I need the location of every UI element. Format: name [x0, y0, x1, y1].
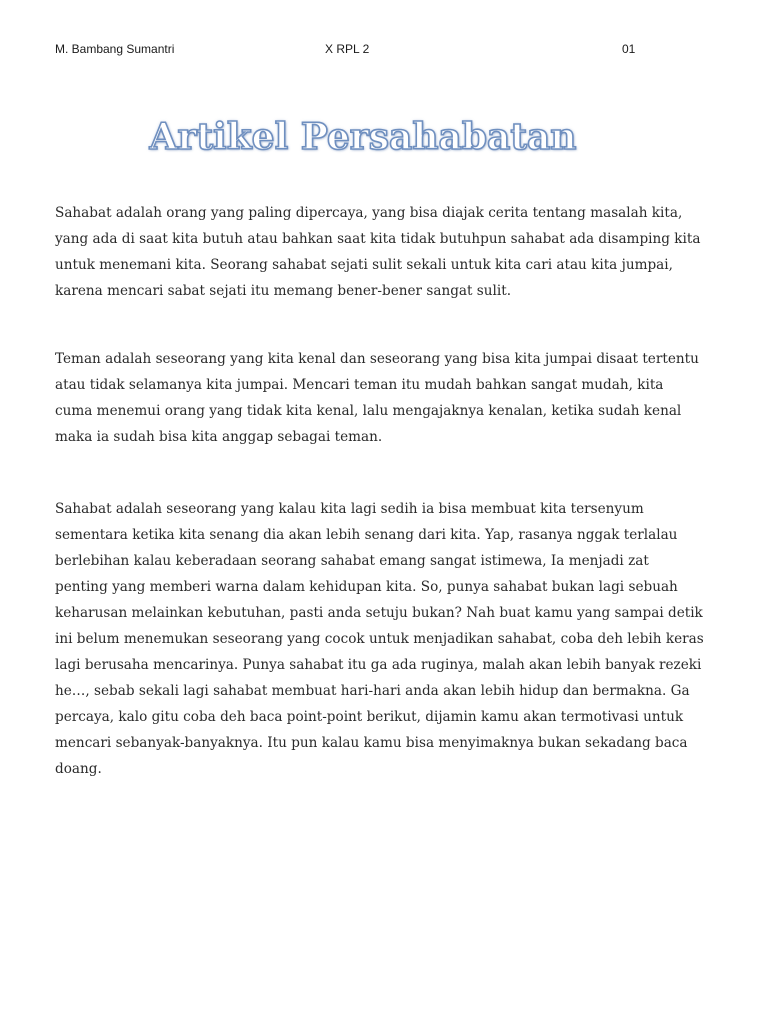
paragraph-text: Sahabat adalah seseorang yang kalau kita lagi sedih ia bisa membuat kita tersenyum sementara ketika kita senang dia akan lebih senang dari kita. Yap, rasanya nggak terlalau berlebihan kalau keberadaan seorang sahabat emang sangat istimewa, Ia menjadi zat penting yang memberi warna dalam kehidupan kita. So, punya sahabat bukan lagi sebuah keharusan melainkan kebutuhan, pasti anda setuju bukan? Nah buat kamu yang sampai detik ini belum menemukan seseorang yang cocok untuk menjadikan sahabat, coba deh lebih keras lagi berusaha mencarinya. Punya sahabat itu ga ada ruginya, malah akan lebih banyak rezeki he…, sebab sekali lagi sahabat membuat hari-hari anda akan lebih hidup dan bermakna. Ga percaya, kalo gitu coba deh baca point-point berikut, dijamin kamu akan termotivasi untuk mencari sebanyak-banyaknya. Itu pun kalau kamu bisa menyimaknya bukan sekadang baca doang.: [55, 501, 704, 777]
page-header: [0, 42, 768, 62]
paragraph-2: [55, 346, 705, 450]
author-name: M. Bambang Sumantri: [55, 42, 175, 56]
paragraph-text: Teman adalah seseorang yang kita kenal dan seseorang yang bisa kita jumpai disaat tertentu atau tidak selamanya kita jumpai. Mencari teman itu mudah bahkan sangat mudah, kita cuma menemui orang yang tidak kita kenal, lalu mengajaknya kenalan, ketika sudah kenal maka ia sudah bisa kita anggap sebagai teman.: [55, 351, 699, 445]
class-label: X RPL 2: [325, 42, 370, 56]
paragraph-text: Sahabat adalah orang yang paling dipercaya, yang bisa diajak cerita tentang masalah kita, yang ada di saat kita butuh atau bahkan saat kita tidak butuhpun sahabat ada disamping kita untuk menemani kita. Seorang sahabat sejati sulit sekali untuk kita cari atau kita jumpai, karena mencari sabat sejati itu memang bener-bener sangat sulit.: [55, 205, 701, 299]
article-title: Artikel Persahabatan: [149, 116, 577, 158]
paragraph-1: [55, 200, 705, 304]
student-number: 01: [622, 42, 636, 56]
paragraph-3: [55, 496, 705, 782]
